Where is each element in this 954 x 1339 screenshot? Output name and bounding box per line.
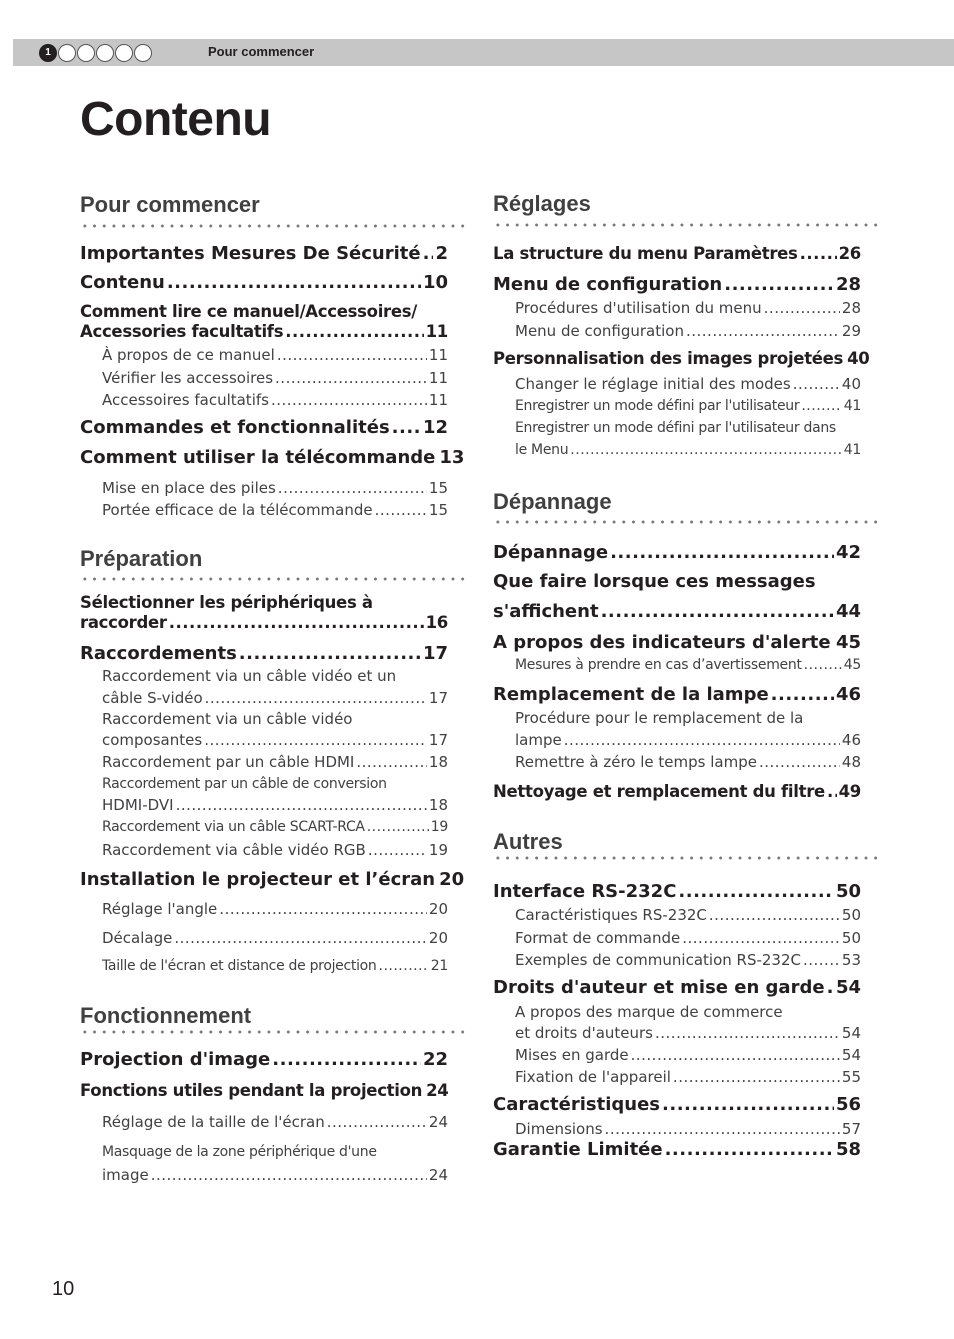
toc-subentry-format-commande[interactable]: Format de commande ..... 50 (493, 929, 861, 947)
step-4 (96, 44, 114, 62)
toc-subentry-dimensions[interactable]: Dimensions ..... 57 (493, 1120, 861, 1138)
toc-entry-interface-rs232c[interactable]: Interface RS-232C ..... 50 (493, 881, 861, 902)
toc-entry-depannage[interactable]: Dépannage ..... 42 (493, 542, 861, 563)
toc-subentry-masquage-line1[interactable]: Masquage de la zone périphérique d'une (102, 1144, 377, 1160)
section-divider (80, 224, 465, 228)
toc-subentry-exemples-communication[interactable]: Exemples de communication RS-232C ..... 53 (493, 951, 861, 969)
toc-subentry-rgb[interactable]: Raccordement via câble vidéo RGB ..... 19 (80, 841, 448, 859)
toc-entry-messages-line1[interactable]: Que faire lorsque ces messages (493, 571, 816, 592)
toc-entry-caracteristiques[interactable]: Caractéristiques ..... 56 (493, 1094, 861, 1115)
toc-subentry-hdmi[interactable]: Raccordement par un câble HDMI ..... 18 (80, 753, 448, 771)
toc-entry-telecommande[interactable]: Comment utiliser la télécommande 13 (80, 447, 465, 468)
section-divider (493, 520, 878, 524)
toc-subentry-svideo[interactable]: câble S-vidéo ..... 17 (80, 689, 448, 707)
toc-entry-commandes[interactable]: Commandes et fonctionnalités ..... 12 (80, 417, 448, 438)
toc-entry-droits-auteur[interactable]: Droits d'auteur et mise en garde ..... 54 (493, 977, 861, 998)
toc-entry-remplacement-lampe[interactable]: Remplacement de la lampe ..... 46 (493, 684, 861, 705)
toc-subentry-mises-en-garde[interactable]: Mises en garde ..... 54 (493, 1046, 861, 1064)
toc-subentry-angle[interactable]: Réglage l'angle ..... 20 (80, 900, 448, 918)
toc-subentry-decalage[interactable]: Décalage ..... 20 (80, 929, 448, 947)
toc-subentry-accessoires-facultatifs[interactable]: Accessoires facultatifs ..... 11 (80, 391, 448, 409)
toc-subentry-taille-ecran-distance[interactable]: Taille de l'écran et distance de projection ..... 21 (80, 958, 448, 974)
step-5 (115, 44, 133, 62)
toc-entry-messages[interactable]: s'affichent ..... 44 (493, 601, 861, 622)
toc-subentry-changer-reglage[interactable]: Changer le réglage initial des modes ..... 40 (493, 375, 861, 393)
toc-subentry-composantes[interactable]: composantes ..... 17 (80, 731, 448, 749)
toc-entry-contenu[interactable]: Contenu ..... 10 (80, 272, 448, 293)
section-divider (80, 1030, 465, 1034)
toc-entry-fonctions-utiles[interactable]: Fonctions utiles pendant la projection 24 (80, 1081, 449, 1100)
section-divider (80, 577, 465, 581)
toc-entry-projection[interactable]: Projection d'image ..... 22 (80, 1049, 448, 1070)
toc-subentry-caracteristiques-rs232c[interactable]: Caractéristiques RS-232C ..... 50 (493, 906, 861, 924)
toc-entry-selectionner[interactable]: raccorder ..... 16 (80, 613, 448, 632)
toc-entry-raccordements[interactable]: Raccordements ..... 17 (80, 643, 448, 664)
toc-subentry-piles[interactable]: Mise en place des piles ..... 15 (80, 479, 448, 497)
step-3 (77, 44, 95, 62)
toc-entry-personnalisation[interactable]: Personnalisation des images projetées 40 (493, 349, 870, 368)
toc-subentry-remettre-zero[interactable]: Remettre à zéro le temps lampe ..... 48 (493, 753, 861, 771)
toc-subentry-scart[interactable]: Raccordement via un câble SCART-RCA ..... 19 (80, 819, 448, 835)
step-6 (134, 44, 152, 62)
toc-subentry-reglage-taille[interactable]: Réglage de la taille de l'écran ..... 24 (80, 1113, 448, 1131)
toc-entry-installation[interactable]: Installation le projecteur et l’écran 20 (80, 869, 465, 890)
toc-entry-lire-manuel[interactable]: Accessories facultatifs ..... 11 (80, 322, 448, 341)
toc-entry-lire-manuel-line1[interactable]: Comment lire ce manuel/Accessoires/ (80, 302, 418, 321)
toc-subentry-masquage[interactable]: image ..... 24 (80, 1166, 448, 1184)
section-heading-depannage: Dépannage (493, 489, 612, 514)
toc-subentry-marque-commerce[interactable]: et droits d'auteurs ..... 54 (493, 1024, 861, 1042)
step-2 (58, 44, 76, 62)
toc-entry-menu-configuration[interactable]: Menu de configuration ..... 28 (493, 274, 861, 295)
chapter-header-bar (13, 39, 954, 66)
toc-subentry-menu-configuration[interactable]: Menu de configuration ..... 29 (493, 322, 861, 340)
section-divider (493, 223, 878, 227)
toc-subentry-svideo-line1[interactable]: Raccordement via un câble vidéo et un (102, 667, 397, 685)
toc-entry-nettoyage-filtre[interactable]: Nettoyage et remplacement du filtre ..... 49 (493, 782, 861, 801)
section-heading-fonctionnement: Fonctionnement (80, 1003, 252, 1028)
section-heading-autres: Autres (493, 829, 563, 854)
page-title: Contenu (80, 93, 272, 146)
toc-entry-garantie[interactable]: Garantie Limitée ..... 58 (493, 1139, 861, 1160)
toc-entry-selectionner-line1[interactable]: Sélectionner les périphériques à (80, 593, 373, 612)
toc-subentry-enregistrer-menu[interactable]: le Menu ..... 41 (493, 442, 861, 458)
toc-subentry-procedure-lampe-line1[interactable]: Procédure pour le remplacement de la (515, 709, 804, 727)
toc-subentry-marque-commerce-line1[interactable]: A propos des marque de commerce (515, 1003, 783, 1021)
toc-subentry-hdmidvi[interactable]: HDMI-DVI ..... 18 (80, 796, 448, 814)
toc-subentry-hdmidvi-line1[interactable]: Raccordement par un câble de conversion (102, 776, 387, 792)
toc-subentry-procedure-lampe[interactable]: lampe ..... 46 (493, 731, 861, 749)
section-heading-reglages: Réglages (493, 191, 591, 216)
toc-subentry-fixation[interactable]: Fixation de l'appareil ..... 55 (493, 1068, 861, 1086)
section-heading-preparation: Préparation (80, 546, 203, 571)
toc-subentry-composantes-line1[interactable]: Raccordement via un câble vidéo (102, 710, 353, 728)
toc-subentry-enregistrer-menu-line1[interactable]: Enregistrer un mode défini par l'utilisateur dans (515, 420, 836, 436)
page-number: 10 (52, 1278, 75, 1300)
section-heading-pour-commencer: Pour commencer (80, 192, 260, 217)
toc-subentry-enregistrer-mode[interactable]: Enregistrer un mode défini par l'utilisateur ..... 41 (493, 398, 861, 414)
toc-subentry-mesures-avertissement[interactable]: Mesures à prendre en cas d’avertissement ..... 45 (493, 657, 861, 673)
section-divider (493, 856, 878, 860)
toc-entry-securite[interactable]: Importantes Mesures De Sécurité ..... 2 (80, 243, 448, 264)
toc-subentry-propos-manuel[interactable]: À propos de ce manuel ..... 11 (80, 346, 448, 364)
toc-subentry-portee[interactable]: Portée efficace de la télécommande ..... 15 (80, 501, 448, 519)
toc-subentry-procedures-menu[interactable]: Procédures d'utilisation du menu ..... 28 (493, 299, 861, 317)
toc-entry-indicateurs-alerte[interactable]: A propos des indicateurs d'alerte ..... 45 (493, 632, 861, 653)
chapter-step-indicator (39, 44, 152, 62)
toc-subentry-verifier-accessoires[interactable]: Vérifier les accessoires ..... 11 (80, 369, 448, 387)
toc-entry-structure-menu[interactable]: La structure du menu Paramètres ..... 26 (493, 244, 861, 263)
step-1-current: 1 (39, 44, 57, 62)
chapter-name: Pour commencer (208, 44, 315, 59)
